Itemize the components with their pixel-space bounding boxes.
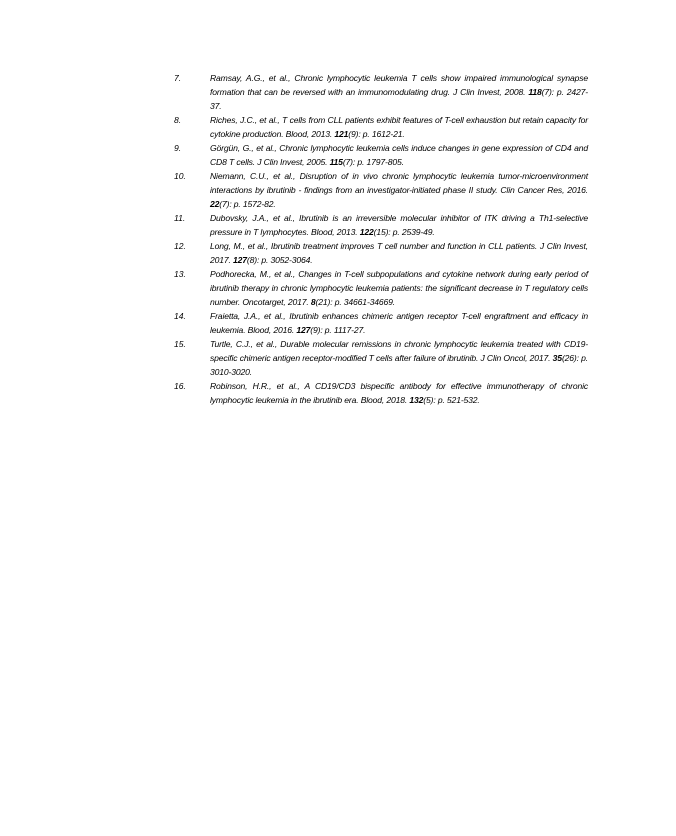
reference-volume: 127 — [296, 325, 311, 335]
reference-number: 12. — [174, 241, 186, 251]
reference-volume: 121 — [334, 129, 349, 139]
reference-pages: (7): p. 2427-37. — [210, 87, 588, 111]
reference-volume: 22 — [210, 199, 220, 209]
reference-volume: 122 — [359, 227, 374, 237]
reference-list — [174, 71, 588, 407]
reference-text — [210, 211, 588, 239]
reference-citation: Niemann, C.U., et al., Disruption of in vivo chronic lymphocytic leukemia tumor-microenvironment interactions by ibrutinib - findings from an investigator-initiated phase II study. Clin Cancer Res, 2016. — [210, 171, 588, 195]
reference-pages: (15): p. 2539-49. — [373, 227, 435, 237]
reference-number: 8. — [174, 115, 182, 125]
reference-item — [174, 309, 588, 337]
reference-text — [210, 113, 588, 141]
reference-text — [210, 337, 588, 379]
reference-text — [210, 71, 588, 113]
reference-number: 11. — [174, 213, 186, 223]
reference-number: 15. — [174, 339, 186, 349]
reference-citation: Robinson, H.R., et al., A CD19/CD3 bispecific antibody for effective immunotherapy of chronic lymphocytic leukemia in the ibrutinib era. Blood, 2018. — [210, 381, 588, 405]
reference-number: 14. — [174, 311, 186, 321]
reference-citation: Podhorecka, M., et al., Changes in T-cell subpopulations and cytokine network during early period of ibrutinib therapy in chronic lymphocytic leukemia patients: the significant decrease in T regulatory cells number. Oncotarget, 2017. — [210, 269, 588, 307]
reference-volume: 127 — [233, 255, 247, 265]
reference-item — [174, 169, 588, 211]
reference-text — [210, 239, 588, 267]
reference-number: 10. — [174, 171, 186, 181]
reference-citation: Turtle, C.J., et al., Durable molecular remissions in chronic lymphocytic leukemia treated with CD19-specific chimeric antigen receptor-modified T cells after failure of ibrutinib. J Clin Oncol, 2017. — [210, 339, 588, 363]
reference-text — [210, 141, 588, 169]
reference-volume: 8 — [310, 297, 316, 307]
reference-volume: 35 — [552, 353, 562, 363]
reference-item — [174, 379, 588, 407]
reference-volume: 115 — [329, 157, 343, 167]
reference-number: 16. — [174, 381, 186, 391]
reference-citation: Riches, J.C., et al., T cells from CLL patients exhibit features of T-cell exhaustion but retain capacity for cytokine production. Blood, 2013. — [210, 115, 588, 139]
reference-text — [210, 309, 588, 337]
reference-number: 9. — [174, 143, 182, 153]
reference-citation: Dubovsky, J.A., et al., Ibrutinib is an irreversible molecular inhibitor of ITK driving a Th1-selective pressure in T lymphocytes. Blood, 2013. — [210, 213, 588, 237]
reference-item — [174, 141, 588, 169]
reference-volume: 132 — [409, 395, 424, 405]
reference-number: 7. — [174, 73, 182, 83]
reference-item — [174, 267, 588, 309]
reference-text — [210, 379, 588, 407]
reference-item — [174, 337, 588, 379]
reference-item — [174, 113, 588, 141]
reference-pages: (8): p. 3052-3064. — [246, 255, 313, 265]
reference-item — [174, 71, 588, 113]
reference-pages: (7): p. 1797-805. — [342, 157, 404, 167]
reference-item — [174, 239, 588, 267]
reference-citation: Fraietta, J.A., et al., Ibrutinib enhances chimeric antigen receptor T-cell engraftment and efficacy in leukemia. Blood, 2016. — [210, 311, 588, 335]
reference-volume: 118 — [528, 87, 542, 97]
reference-pages: (9): p. 1612-21. — [348, 129, 405, 139]
reference-number: 13. — [174, 269, 186, 279]
reference-pages: (9): p. 1117-27. — [310, 325, 366, 335]
reference-text — [210, 169, 588, 211]
reference-pages: (5): p. 521-532. — [423, 395, 480, 405]
reference-citation: Görgün, G., et al., Chronic lymphocytic leukemia cells induce changes in gene expression of CD4 and CD8 T cells. J Clin Invest, 2005. — [210, 143, 588, 167]
reference-pages: (7): p. 1572-82. — [219, 199, 276, 209]
reference-text — [210, 267, 588, 309]
reference-citation: Ramsay, A.G., et al., Chronic lymphocytic leukemia T cells show impaired immunological synapse formation that can be reversed with an immunomodulating drug. J Clin Invest, 2008. — [210, 73, 588, 97]
reference-pages: (26): p. 3010-3020. — [210, 353, 589, 377]
reference-item — [174, 211, 588, 239]
reference-pages: (21): p. 34661-34669. — [315, 297, 396, 307]
reference-citation: Long, M., et al., Ibrutinib treatment improves T cell number and function in CLL patients. J Clin Invest, 2017. — [210, 241, 588, 265]
